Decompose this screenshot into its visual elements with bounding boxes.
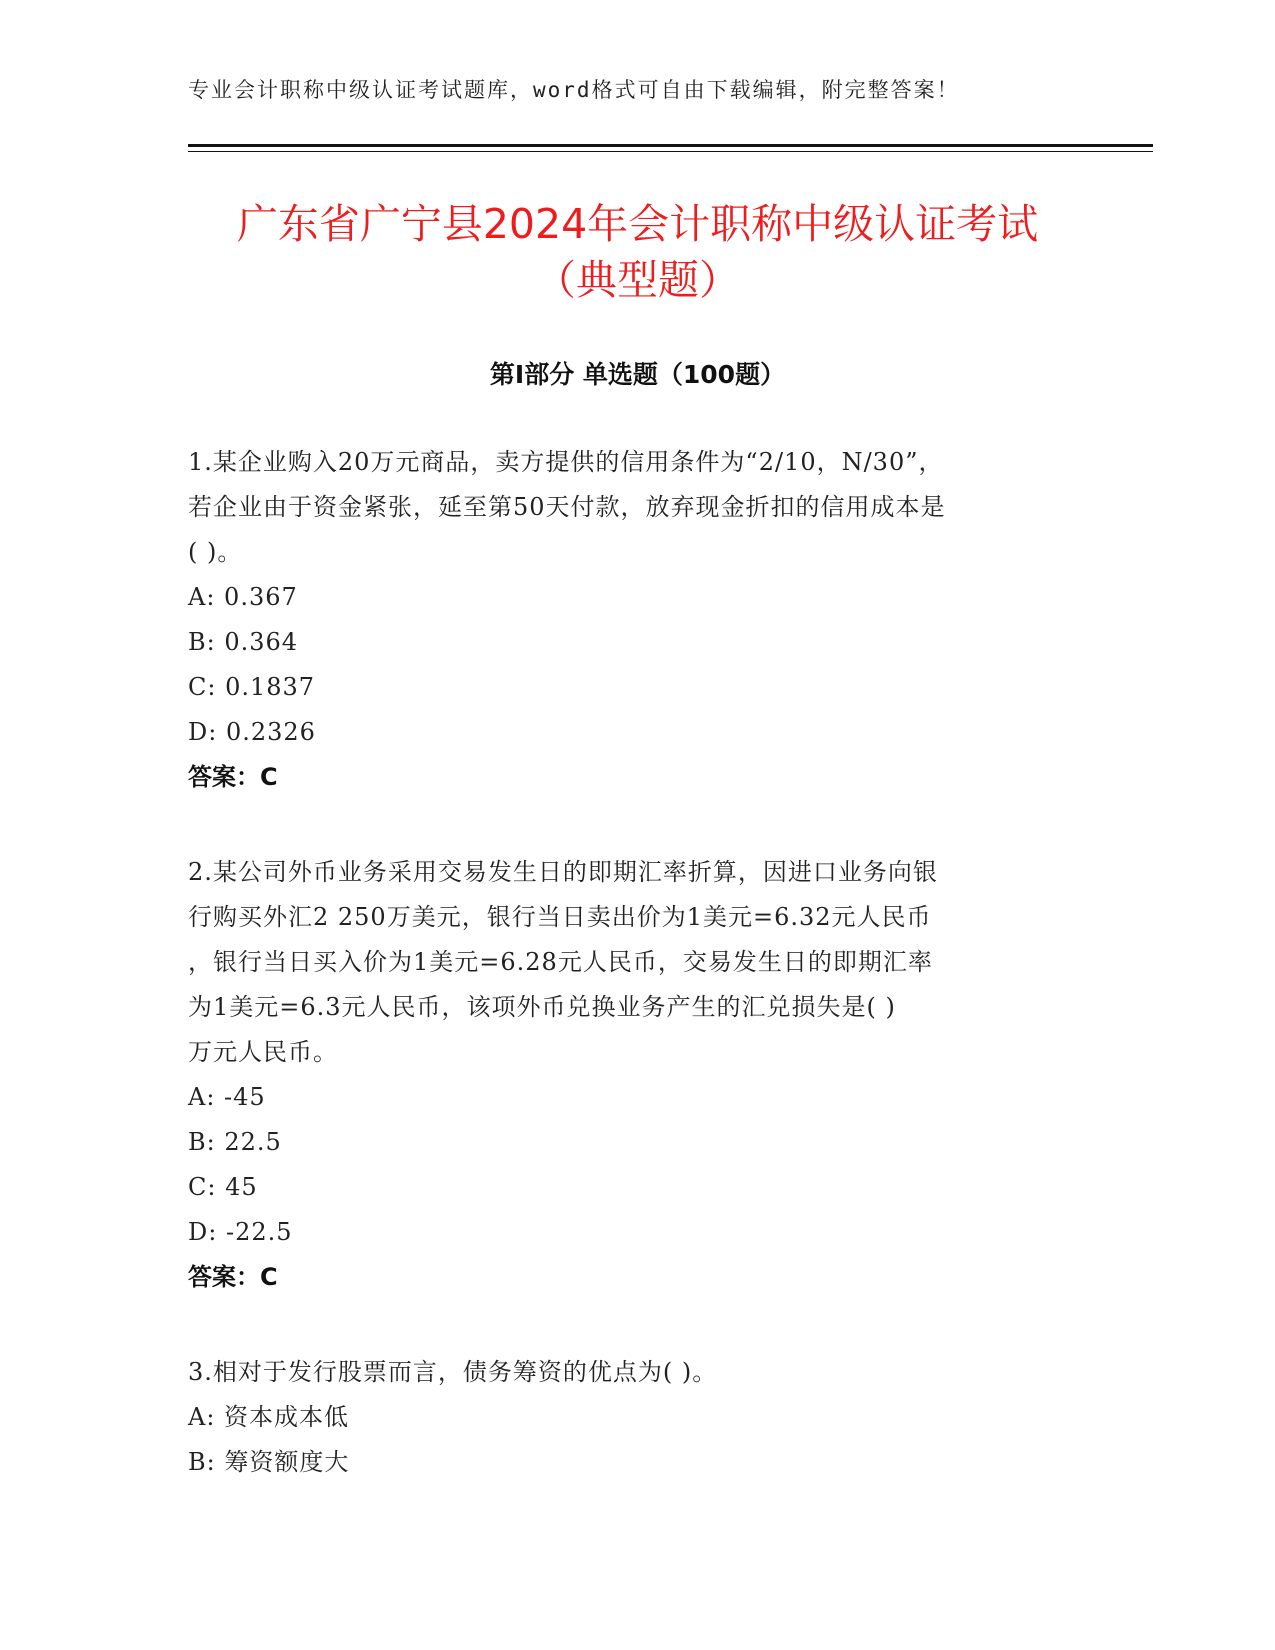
question-stem-line: ，银行当日买入价为1美元=6.28元人民币，交易发生日的即期汇率 xyxy=(188,948,933,976)
answer: 答案：C xyxy=(188,1263,278,1291)
option-d: D: 0.2326 xyxy=(188,718,316,746)
question-stem-line: 3.相对于发行股票而言，债务筹资的优点为( )。 xyxy=(188,1358,718,1386)
option-a: A: 0.367 xyxy=(188,583,298,611)
option-c: C: 0.1837 xyxy=(188,673,316,701)
question-list xyxy=(188,440,1088,1535)
option-a: A: 资本成本低 xyxy=(188,1403,350,1431)
answer: 答案：C xyxy=(188,763,278,791)
question-stem-line: 万元人民币。 xyxy=(188,1038,338,1066)
question-3 xyxy=(188,1350,1088,1485)
question-stem-line: 1.某企业购入20万元商品，卖方提供的信用条件为“2/10，N/30”， xyxy=(188,448,944,476)
header-rule-thin xyxy=(188,151,1153,152)
question-stem-line: 2.某公司外币业务采用交易发生日的即期汇率折算，因进口业务向银 xyxy=(188,858,938,886)
title-line-1: 广东省广宁县2024年会计职称中级认证考试 xyxy=(236,200,1039,248)
question-1 xyxy=(188,440,1088,800)
option-d: D: -22.5 xyxy=(188,1218,293,1246)
option-a: A: -45 xyxy=(188,1083,266,1111)
option-b: B: 筹资额度大 xyxy=(188,1448,350,1476)
question-2 xyxy=(188,850,1088,1300)
header-rule-thick xyxy=(188,144,1153,147)
question-stem-line: 行购买外汇2 250万美元，银行当日卖出价为1美元=6.32元人民币 xyxy=(188,903,932,931)
header-note: 专业会计职称中级认证考试题库，word格式可自由下载编辑，附完整答案！ xyxy=(188,78,960,102)
question-stem-line: ( )。 xyxy=(188,538,243,566)
option-b: B: 22.5 xyxy=(188,1128,282,1156)
option-c: C: 45 xyxy=(188,1173,258,1201)
section-title: 第Ⅰ部分 单选题（100题） xyxy=(489,360,786,389)
option-b: B: 0.364 xyxy=(188,628,299,656)
document-title xyxy=(150,196,1125,308)
title-line-2: （典型题） xyxy=(535,256,740,304)
question-stem-line: 为1美元=6.3元人民币，该项外币兑换业务产生的汇兑损失是( ) xyxy=(188,993,896,1021)
question-stem-line: 若企业由于资金紧张，延至第50天付款，放弃现金折扣的信用成本是 xyxy=(188,493,946,521)
